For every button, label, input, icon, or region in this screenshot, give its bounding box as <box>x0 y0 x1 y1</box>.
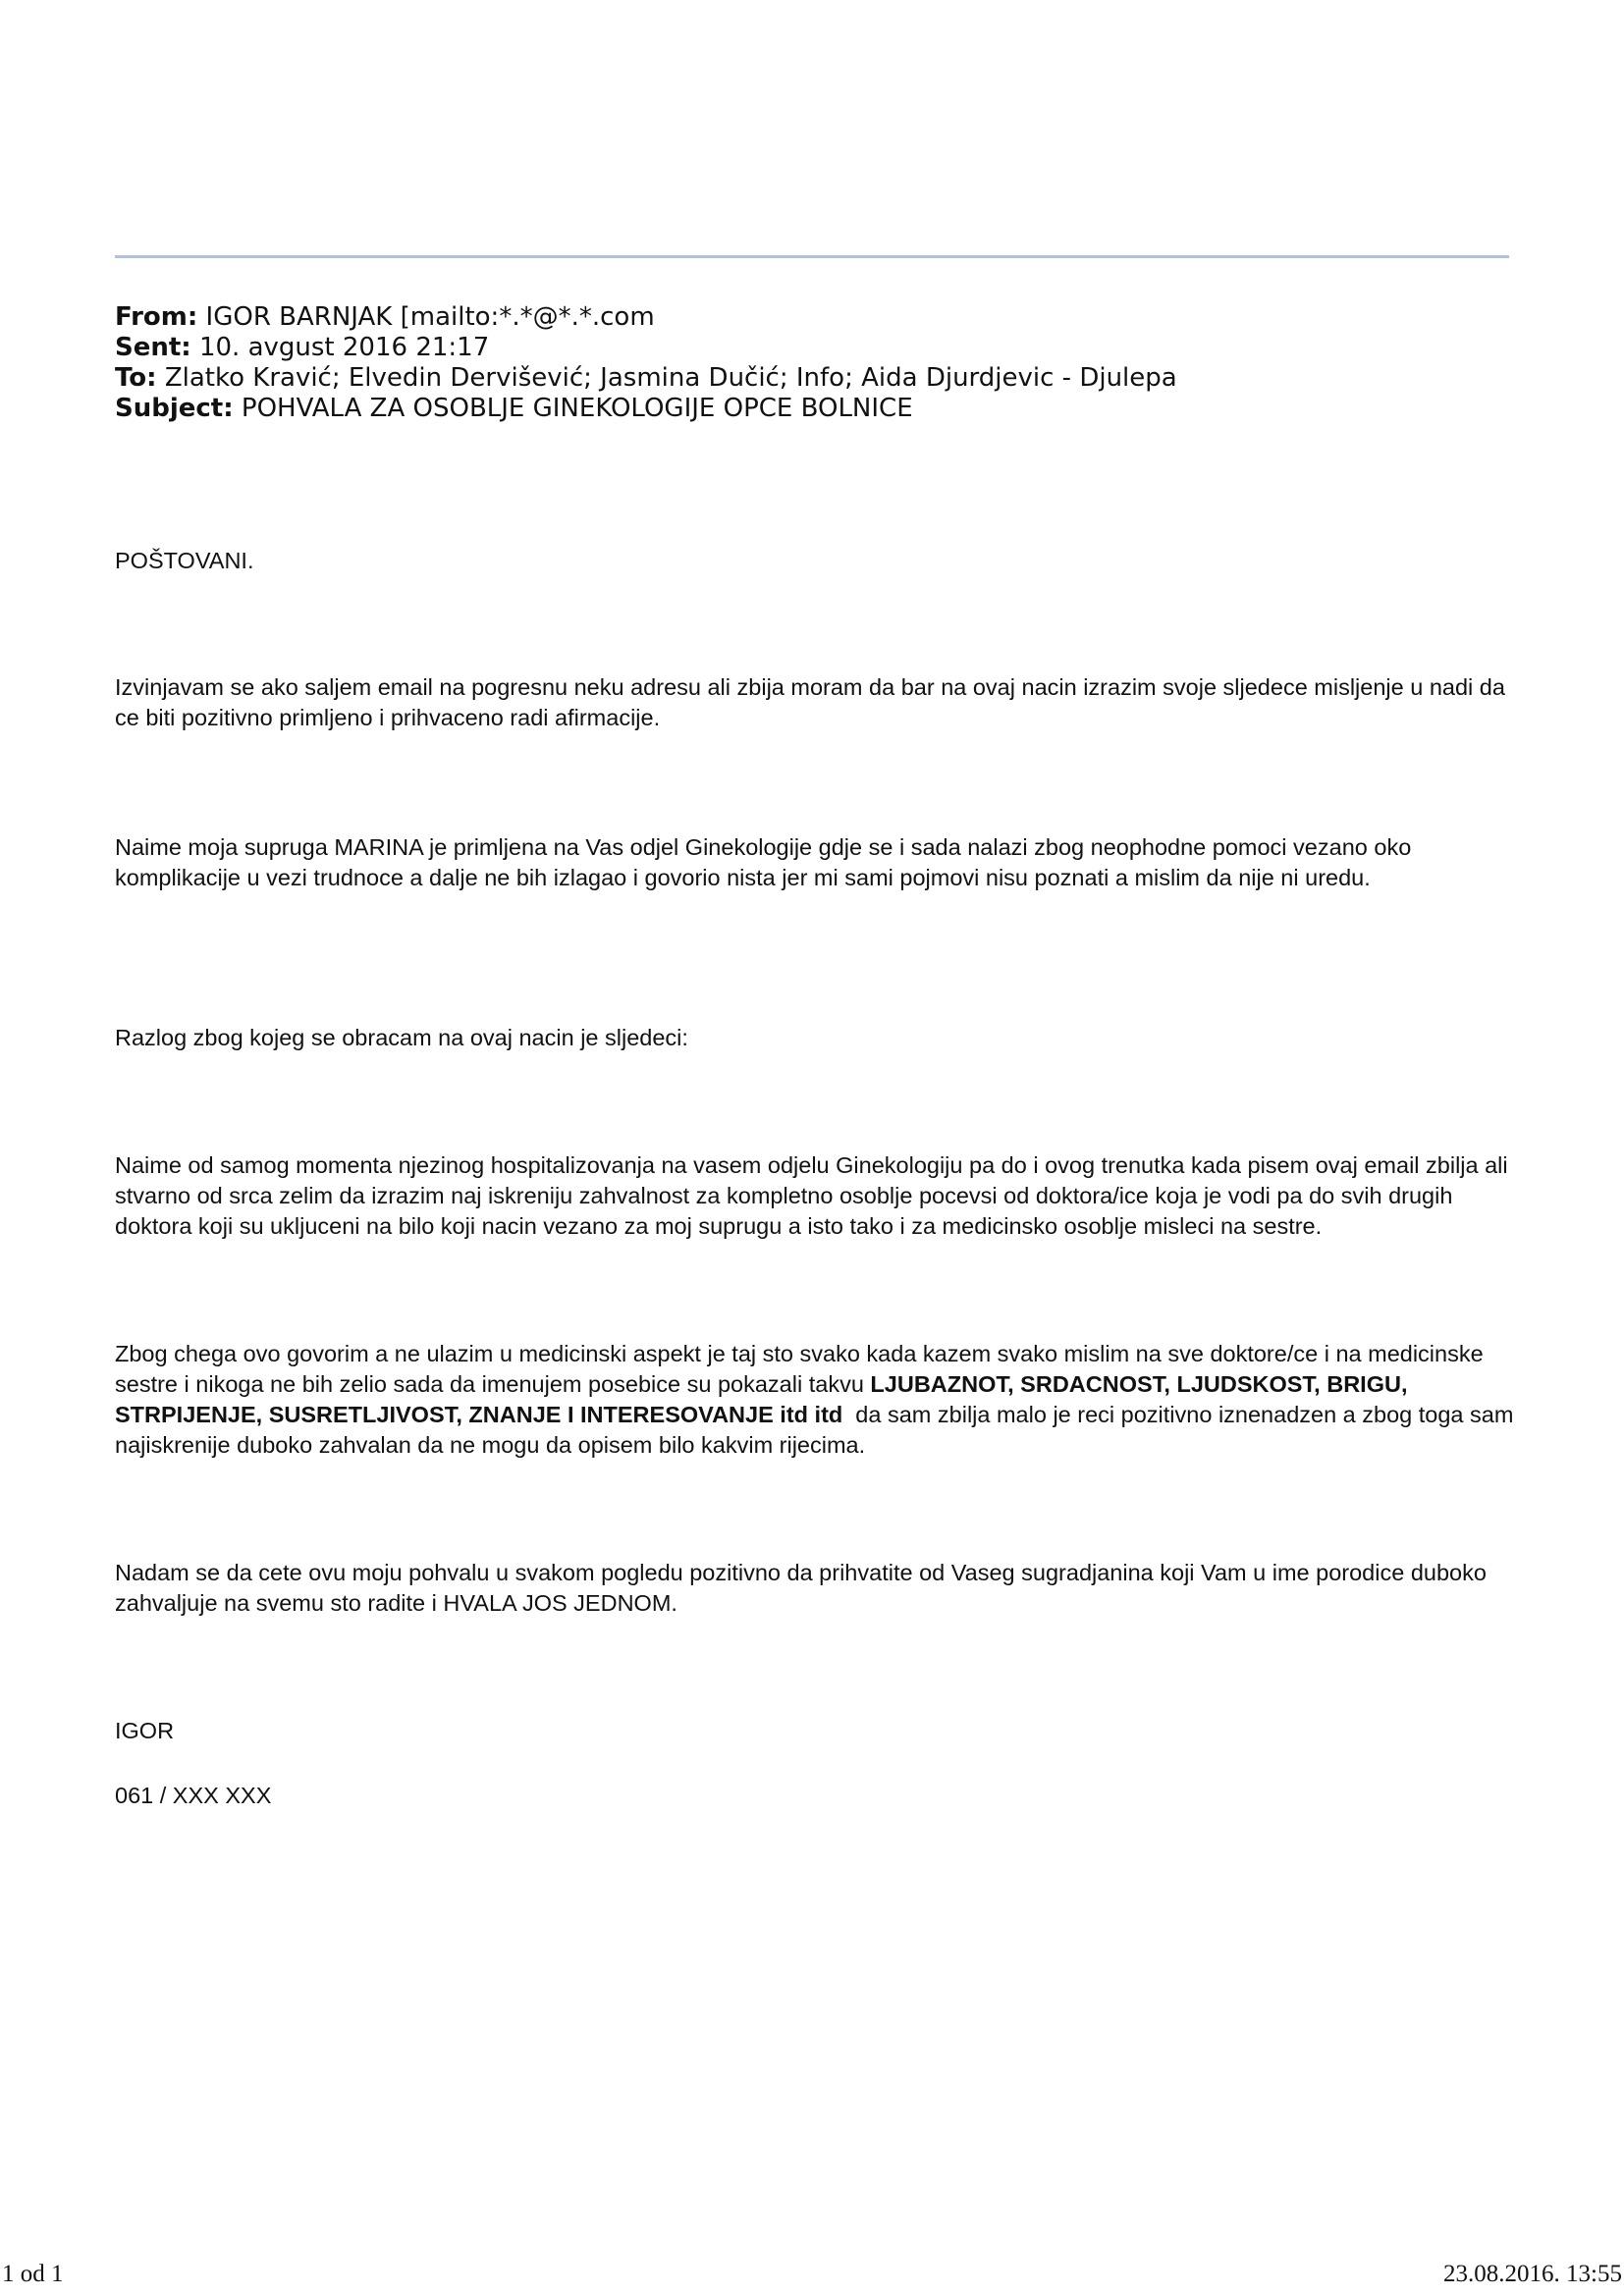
from-line <box>115 302 1177 333</box>
body-paragraph-reason: Razlog zbog kojeg se obracam na ovaj nacin je sljedeci: <box>115 1025 688 1050</box>
body-paragraph-context: Naime moja supruga MARINA je primljena na Vas odjel Ginekologije gdje se i sada nalazi zbog neophodne pomoci vezano oko komplikacije u vezi trudnoce a dalje ne bih izlagao i govorio nista jer mi sami pojmovi nisu poznati a mislim da nije ni uredu. <box>115 834 1412 890</box>
body-paragraph-closing: Nadam se da cete ovu moju pohvalu u svakom pogledu pozitivno da prihvatite od Vaseg sugradjanina koji Vam u ime porodice duboko zahvaljuje na svemu sto radite i HVALA JOS JEDNOM. <box>115 1560 1487 1616</box>
greeting: POŠTOVANI. <box>115 548 254 573</box>
body-paragraph-apology: Izvinjavam se ako saljem email na pogresnu neku adresu ali zbija moram da bar na ovaj nacin izrazim svoje sljedece misljenje u nadi da ce biti pozitivno primljeno i prihvaceno radi afirmacije. <box>115 674 1505 730</box>
page-indicator: 1 od 1 <box>2 2261 64 2287</box>
sent-value: 10. avgust 2016 21:17 <box>198 333 490 362</box>
signature-name: IGOR <box>115 1718 175 1743</box>
subject-value: POHVALA ZA OSOBLJE GINEKOLOGIJE OPCE BOLNICE <box>241 394 913 423</box>
to-label: To: <box>115 363 157 393</box>
sent-line <box>115 333 1177 363</box>
praise-qualities: LJUBAZNOT, SRDACNOST, LJUDSKOST, BRIGU, STRPIJENJE, SUSRETLJIVOST, ZNANJE I INTERESOVANJE itd itd <box>115 1371 1408 1427</box>
body-paragraph-praise <box>115 1339 1529 1461</box>
subject-label: Subject: <box>115 394 234 423</box>
from-value: IGOR BARNJAK [mailto:*.*@*.*.com <box>205 302 655 332</box>
to-value: Zlatko Kravić; Elvedin Dervišević; Jasmina Dučić; Info; Aida Djurdjevic - Djulepa <box>164 363 1177 393</box>
from-label: From: <box>115 302 198 332</box>
signature-phone: 061 / XXX XXX <box>115 1783 272 1808</box>
praise-text-start: Zbog chega ovo govorim a ne ulazim u medicinski aspekt je taj sto svako kada kazem svako mislim na sve doktore/ce i na medicinske sestre i nikoga ne bih zelio sada da imenujem posebice su pokazali takvu <box>115 1341 1484 1397</box>
email-header <box>115 302 1177 424</box>
subject-line <box>115 394 1177 424</box>
sent-label: Sent: <box>115 333 191 362</box>
header-divider <box>115 255 1509 258</box>
praise-text-end: da sam zbilja malo je reci pozitivno iznenadzen a zbog toga sam najiskrenije duboko zahvalan da ne mogu da opisem bilo kakvim rijecima. <box>115 1402 1520 1458</box>
body-paragraph-gratitude: Naime od samog momenta njezinog hospitalizovanja na vasem odjelu Ginekologiju pa do i ovog trenutka kada pisem ovaj email zbilja ali stvarno od srca zelim da izrazim naj iskreniju zahvalnost za kompletno osoblje pocevsi od doktora/ice koja je vodi pa do svih drugih doktora koji su ukljuceni na bilo koji nacin vezano za moj suprugu a isto tako i za medicinsko osoblje misleci na sestre. <box>115 1152 1508 1239</box>
to-line <box>115 363 1177 394</box>
print-timestamp: 23.08.2016. 13:55 <box>1443 2261 1622 2287</box>
